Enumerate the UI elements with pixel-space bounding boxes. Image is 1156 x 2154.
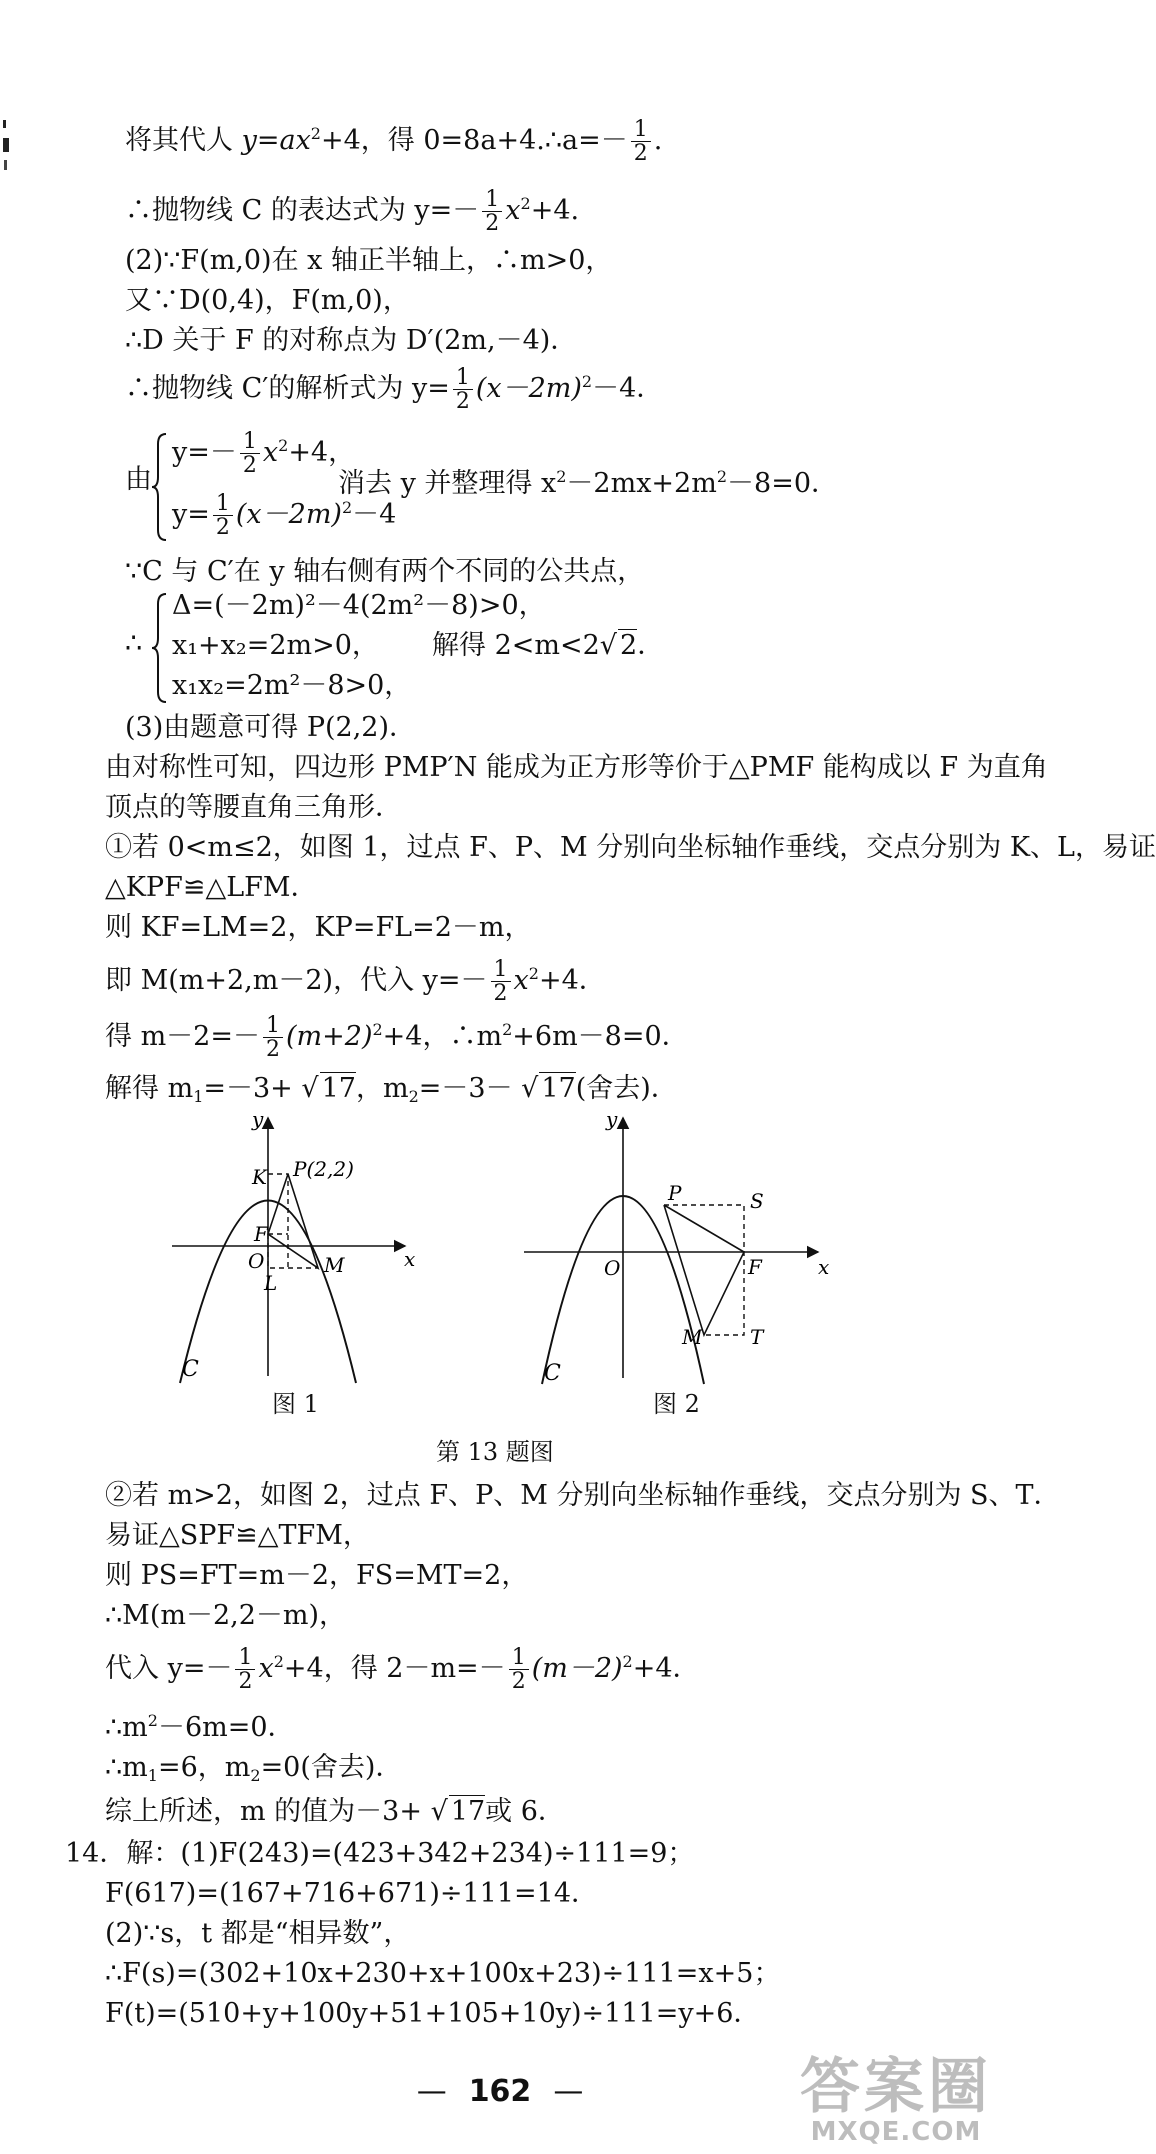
subscript: 1 [147,1766,158,1785]
subscript: 1 [193,1087,204,1106]
system-2-row-2: x₁+x₂=2m>0， [172,630,379,661]
fraction: $\frac{1}{2}$ [631,118,651,165]
text-line-5: ∴D 关于 F 的对称点为 D′(2m,－4)． [125,325,578,356]
line-text: +4， [288,437,356,469]
line-text: ∴抛物线 C′的解析式为 y= [125,373,450,405]
line-text: 消去 y 并整理得 x [338,468,557,499]
page-dash-right: — [553,2074,584,2109]
fraction: $\frac{1}{2}$ [453,366,473,413]
superscript: 2 [581,372,593,392]
system-2-result: 解得 2<m<2√ 2． [432,630,665,661]
fig2-label-y: y [606,1107,618,1131]
text-line-20: ∴M(m－2,2－m)， [105,1600,347,1631]
line-math: y=－ [172,437,237,469]
text-line-14 [105,958,606,1005]
superscript: 2 [556,467,567,486]
fraction: $\frac{1}{2}$ [213,492,233,539]
system-2-row-3: x₁x₂=2m²－8>0， [172,670,412,701]
figures-caption: 第 13 题图 [436,1438,554,1466]
fraction: $\frac{1}{2}$ [509,1646,529,1693]
line-math: y= [172,499,210,531]
line-text: 综上所述，m 的值为－3+ [105,1796,422,1827]
figure-2-caption: 图 2 [653,1390,700,1418]
fig2-label-T: T [750,1325,764,1349]
system-2-brace [150,592,170,704]
line-text: +4，得 2－m=－ [283,1653,506,1685]
text-line-1: 将其代人 $y=ax^2+4$，得 0=8a+4.∴a=－ $\frac{1}{2}$ . [125,117,663,167]
watermark-url: MXQE.COM [810,2116,982,2147]
fig1-label-x: x [404,1247,416,1271]
superscript: 2 [341,498,353,518]
line-text: +4． [632,1653,700,1685]
text-line-23 [105,1752,402,1784]
line-math: x [505,195,521,227]
text-line-6 [125,366,663,413]
line-text: 将其代人 [125,125,242,157]
sqrt-radicand: 17 [321,1073,356,1104]
line-math: x [262,437,279,469]
fig2-label-curve: C [544,1361,561,1386]
line-text: ∴m [105,1712,148,1743]
line-text: ，m [355,1073,409,1104]
fig2-label-F: F [748,1255,762,1279]
text-line-25: 14．解：(1)F(243)=(423+342+234)÷111=9； [65,1838,695,1869]
superscript: 2 [273,1652,284,1672]
line-text: －4 [352,499,397,531]
superscript: 2 [622,1652,633,1672]
fig2-label-S: S [750,1189,764,1213]
fig1-triangle [268,1174,318,1268]
watermark-logo-text: 答案圈 [800,2051,992,2122]
line-text: 解得 m [105,1073,194,1104]
page-dash-left: — [416,2074,447,2109]
fig2-label-x: x [818,1255,830,1279]
text-line-8: (3)由题意可得 P(2,2)． [125,712,417,743]
sqrt-radicand: 2 [620,630,638,661]
text-line-19: 则 PS=FT=m－2，FS=MT=2， [105,1560,529,1591]
text-line-28: ∴F(s)=(302+10x+230+x+100x+23)÷111=x+5； [105,1958,781,1989]
text-line-4: 又∵D(0,4)，F(m,0)， [125,285,410,316]
line-text: －6m=0． [157,1712,295,1743]
superscript: 2 [372,1020,383,1040]
superscript: 2 [278,436,289,456]
fig1-label-F: F [254,1222,268,1246]
line-math: (x－2m) [235,499,342,531]
superscript: 2 [520,194,531,214]
fraction: $\frac{1}{2}$ [263,1014,283,1061]
line-math: y=ax [241,125,311,157]
line-text: +4. [530,195,580,227]
fig1-label-K: K [252,1165,267,1189]
figure-2 [520,1108,830,1388]
fraction: $\frac{1}{2}$ [491,958,511,1005]
fig2-label-P: P [668,1181,682,1205]
superscript: 2 [147,1711,158,1730]
sqrt-radicand: 17 [541,1073,576,1104]
line-text: ∴m [105,1752,148,1783]
figure-1 [160,1108,420,1388]
line-text: +6m－8=0． [512,1021,689,1053]
fig1-label-P: P(2,2) [293,1157,354,1181]
subscript: 2 [408,1087,419,1106]
system-1-brace [150,432,170,542]
binding-edge-mark [2,120,12,190]
text-line-26: F(617)=(167+716+671)÷111=14． [105,1878,599,1909]
line-text: +4，得 0=8a+4.∴a=－ [320,125,628,157]
text-line-12: △KPF≌△LFM． [105,872,318,903]
line-text: =－3－ [418,1073,513,1104]
text-line-21 [105,1646,700,1693]
line-math: x [513,965,529,997]
fraction: $\frac{1}{2}$ [240,430,260,477]
fraction: $\frac{1}{2}$ [235,1646,255,1693]
text-line-3: (2)∵F(m,0)在 x 轴正半轴上，∴m>0， [125,245,613,276]
line-text: =0(舍去)． [260,1752,403,1783]
line-text: ∴抛物线 C 的表达式为 y=－ [125,195,480,227]
text-line-13: 则 KF=LM=2，KP=FL=2－m， [105,912,532,943]
fig2-label-origin: O [604,1256,621,1280]
line-text: －4． [592,373,664,405]
fig1-label-M: M [324,1253,345,1277]
line-text: =6，m [157,1752,251,1783]
text-line-17: ②若 m>2，如图 2，过点 F、P、M 分别向坐标轴作垂线，交点分别为 S、T． [105,1480,1061,1511]
text-line-2 [125,188,579,235]
line-math: x [258,1653,274,1685]
line-text: －2mx+2m [566,468,717,499]
line-text: 即 M(m+2,m－2)，代入 y=－ [105,965,488,997]
system-1-prefix: 由 [125,464,152,495]
system-2-prefix: ∴ [125,628,143,659]
line-text: =－3+ [203,1073,293,1104]
superscript: 2 [528,964,539,984]
subscript: 2 [250,1766,261,1785]
line-text: 代入 y=－ [105,1653,233,1685]
text-line-27: (2)∵s，t 都是“相异数”， [105,1918,411,1949]
line-text: －8=0． [727,468,839,499]
figure-1-caption: 图 1 [272,1390,319,1418]
page-number-value: 162 [468,2074,532,2109]
line-math: (m+2) [286,1021,373,1053]
text-line-29: F(t)=(510+y+100y+51+105+10y)÷111=y+6． [105,1998,761,2029]
fig1-label-curve: C [182,1357,199,1382]
superscript: 2 [502,1020,513,1040]
line-text: (舍去)． [575,1073,678,1104]
line-text: 解得 2<m<2 [432,630,600,661]
system-1-row-1 [172,430,355,477]
line-math: (x－2m) [475,373,582,405]
text-line-10: 顶点的等腰直角三角形． [105,792,402,823]
fig1-label-origin: O [248,1249,265,1273]
line-math: (m－2) [531,1653,623,1685]
fig1-label-y: y [252,1107,264,1131]
text-line-11: ①若 0<m≤2，如图 1，过点 F、P、M 分别向坐标轴作垂线，交点分别为 K、L，易证 [105,832,1156,863]
superscript: 2 [716,467,728,486]
line-text: +4，∴m [382,1021,503,1053]
text-line-24: 综上所述，m 的值为－3+ √ 17或 6． [105,1796,565,1827]
line-text: ． [637,630,665,661]
line-text: 得 m－2=－ [105,1021,260,1053]
system-2-row-1: Δ=(－2m)²－4(2m²－8)>0， [172,590,546,621]
text-line-22 [105,1712,295,1744]
sqrt-radicand: 17 [450,1796,486,1827]
line-text: 或 6． [485,1796,565,1827]
text-line-9: 由对称性可知，四边形 PMP′N 能成为正方形等价于△PMF 能构成以 F 为直角 [105,752,1048,783]
text-line-18: 易证△SPF≌△TFM， [105,1520,370,1551]
fraction: $\frac{1}{2}$ [482,188,502,235]
watermark [800,2051,992,2148]
text-line-16: 解得 $m_1=-3+$ √ 17，$m_2=-3-$ √ 17(舍去)． [105,1073,678,1106]
fig1-label-L: L [264,1271,278,1295]
text-line-15 [105,1014,689,1061]
fig2-triangle [664,1205,744,1335]
line-text: +4． [538,965,606,997]
superscript: 2 [310,124,321,144]
system-1-result [338,468,838,500]
fig2-label-M: M [682,1325,703,1349]
text-line-7: ∵C 与 C′在 y 轴右侧有两个不同的公共点， [125,556,645,587]
